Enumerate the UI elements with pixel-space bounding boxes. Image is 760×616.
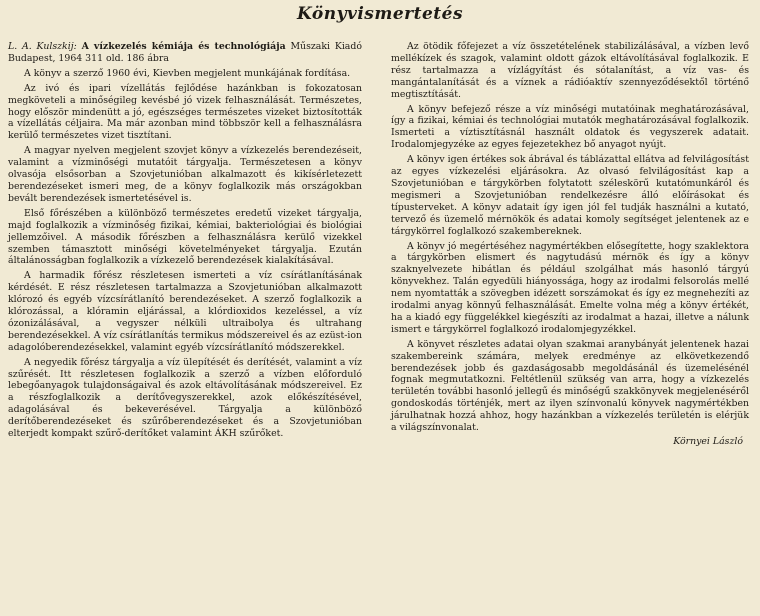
book-author: L. A. Kulszkij: xyxy=(8,41,77,52)
left-paragraph: A negyedik főrész tárgyalja a víz ülepítését és derítését, valamint a víz szűrését. Itt részletesen foglalkozik a szerző a vízben előforduló lebegőanyagok tulajdonságaival és azok eltávolításának módszereivel. Ez a részfoglalkozik a derítővegyszerekkel, azok előkészítésével, adagolásával és bekeverésével. Tárgyalja a különböző derítőberendezéseket és szűrőberendezéseket és a Szovjetunióban elterjedt kompakt szűrő-derítőket valamint ÁKH szűrőket. xyxy=(8,356,362,440)
right-paragraph: A könyvet részletes adatai olyan szakmai aranybányát jelentenek hazai szakembereink számára, melyek eredménye az elkövetkezendő berendezések jobb és gazdaságosabb megoldásánál és üzemelésénél fognak megmutatkozni. Feltétlenül szükség van arra, hogy a vízkezelés területén további hasonló jellegű és minőségű szakkönyvek megjelenéséről gondoskodás történjék, mert az ilyen színvonalú könyvek nagymértékben járulhatnak hozzá ahhoz, hogy hazánkban a vízkezelés területén is elérjük a világszínvonalat. xyxy=(391,338,749,434)
right-column xyxy=(391,41,749,448)
reviewer-signature: Környei László xyxy=(673,436,743,447)
page-title: Könyvismertetés xyxy=(296,4,464,24)
right-paragraph: A könyv befejező része a víz minőségi mutatóinak meghatározásával, így a fizikai, kémiai és technológiai mutatók meghatározásával foglalkozik. Ismerteti a víztisztításnál használt oldatok és vegyszerek adatait. Irodalomjegyzéke az egyes fejezetekhez bő anyagot nyújt. xyxy=(391,103,749,151)
left-paragraph: Az ivó és ipari vízellátás fejlődése hazánkban is fokozatosan megköveteli a minőségileg kevésbé jó vizek felhasználását. Természetes, hogy először mindenütt a jó, egészséges természetes vizeket biztosították a vízellátás céljaira. Ma már azonban mind többször kell a felhasználásra kerülő természetes vizet tisztítani. xyxy=(8,82,362,142)
book-title: A vízkezelés kémiája és technológiája xyxy=(81,41,286,52)
right-paragraph: A könyv jó megértéséhez nagymértékben elősegítette, hogy szaklektora a tárgykörben elismert és nagytudású mérnök és így a könyv szaknyelvezete hibátlan és például szolgálhat más hasonló tárgyú könyvekhez. Talán egyedüli hiányossága, hogy az irodalmi felsorolás mellé nem nyomtatták a szövegben idézett sorszámokat és így ez megnehezíti az irodalmi anyag könnyű felhasználását. Emelte volna még a könyv értékét, ha a kiadó egy függelékkel kiegészíti az irodalmat a hazai, illetve a nálunk ismert e tárgykörrel foglalkozó irodalomjegyzékkel. xyxy=(391,240,749,335)
left-column xyxy=(8,41,362,440)
right-paragraph: Az ötödik főfejezet a víz összetételének stabilizálásával, a vízben levő mellékízek és szagok, valamint oldott gázok eltávolításával foglalkozik. E rész tartalmazza a vízlágyítást és sótalanítást, a víz vas- és mangántalanítását és a víznek a rádióaktív szennyeződésektől történő megtisztítását. xyxy=(391,41,749,100)
book-citation xyxy=(8,41,362,65)
book-publisher-info: Műszaki Kiadó Budapest, 1964 311 old. 186 ábra xyxy=(8,41,362,64)
right-paragraph: A könyv igen értékes sok ábrával és táblázattal ellátva ad felvilágosítást az egyes vízkezelési eljárásokra. Az olvasó felvilágosítást kap a Szovjetunióban e tárgykörben folytatott széleskörű kutatómunkáról és megismeri a Szovjetunióban rendelkezésre álló előírásokat és típusterveket. A könyv adatait így igen jól fel tudják használni a kutató, tervező és üzemelő mérnökök és adatai komoly segítséget jelentenek az e tárgykörrel foglalkozó szakembereknek. xyxy=(391,154,749,237)
left-paragraph: A magyar nyelven megjelent szovjet könyv a vízkezelés berendezéseit, valamint a vízminőségi mutatóit tárgyalja. Természetesen a könyv olvasója elsősorban a Szovjetunióban alkalmazott és kikísérletezett berendezéseket ismeri meg, de a könyv foglalkozik más országokban bevált berendezések ismertetésével is. xyxy=(8,145,362,204)
left-paragraph: A harmadik főrész részletesen ismerteti a víz csírátlanításának kérdését. E rész részletesen tartalmazza a Szovjetunióban alkalmazott klórozó és egyéb vízcsírátlanító berendezéseket. A szerző foglalkozik a klórozással, a klóramin eljárással, a klórdioxidos kezeléssel, a víz ózonizálásával, a vegyszer nélküli ultraibolya és ultrahang berendezésekkel. A víz csírátlanítás termikus módszereivel és az ezüst-ion adagolóberendezésekkel, valamint egyéb vízcsírátlanító módszerekkel. xyxy=(8,270,362,353)
left-paragraph: A könyv a szerző 1960 évi, Kievben megjelent munkájának fordítása. xyxy=(24,67,351,79)
left-paragraph: Első főrészében a különböző természetes eredetű vizeket tárgyalja, majd foglalkozik a vízminőség fizikai, kémiai, bakteriológiai és biológiai jellemzőivel. A második főrészben a felhasználásra kerülő vizekkel szemben támasztott minőségi követelményeket tárgyalja. Ezután általánosságban foglalkozik a vízkezelő berendezések kialakításával. xyxy=(8,207,362,267)
